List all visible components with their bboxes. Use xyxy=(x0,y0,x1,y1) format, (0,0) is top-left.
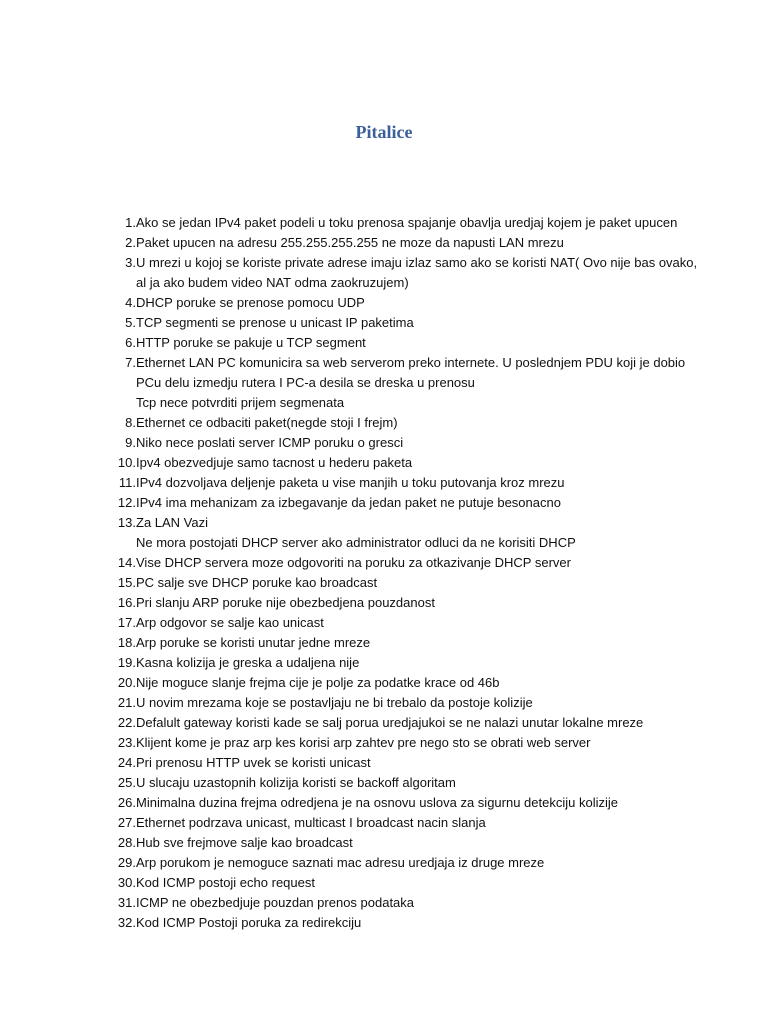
item-text xyxy=(136,213,700,233)
item-number xyxy=(100,253,136,293)
item-number-label: 24. xyxy=(117,755,136,770)
list-item xyxy=(100,853,700,873)
item-text xyxy=(136,413,700,433)
list-item xyxy=(100,473,700,493)
item-number xyxy=(100,833,136,853)
item-text xyxy=(136,613,700,633)
item-line: IPv4 dozvoljava deljenje paketa u vise manjih u toku putovanja kroz mrezu xyxy=(136,475,565,490)
item-number xyxy=(100,913,136,933)
item-number-label: 8. xyxy=(125,415,136,430)
item-text xyxy=(136,833,700,853)
item-number xyxy=(100,433,136,453)
list-item xyxy=(100,353,700,413)
list-item xyxy=(100,213,700,233)
item-line: Vise DHCP servera moze odgovoriti na poruku za otkazivanje DHCP server xyxy=(136,555,571,570)
item-number-label: 19. xyxy=(117,655,136,670)
item-text xyxy=(136,733,700,753)
item-line: Za LAN Vazi xyxy=(136,515,209,530)
item-line: TCP segmenti se prenose u unicast IP paketima xyxy=(136,315,414,330)
item-number xyxy=(100,773,136,793)
item-number xyxy=(100,733,136,753)
item-line: Kod ICMP postoji echo request xyxy=(136,875,315,890)
item-continuation-line: Tcp nece potvrditi prijem segmenata xyxy=(136,395,345,410)
list-item xyxy=(100,493,700,513)
item-line: Arp poruke se koristi unutar jedne mreze xyxy=(136,635,371,650)
item-line: Niko nece poslati server ICMP poruku o gresci xyxy=(136,435,404,450)
item-number xyxy=(100,713,136,733)
item-number-label: 6. xyxy=(125,335,136,350)
list-item xyxy=(100,693,700,713)
item-line: Kod ICMP Postoji poruka za redirekciju xyxy=(136,915,362,930)
item-line: Arp porukom je nemoguce saznati mac adresu uredjaja iz druge mreze xyxy=(136,855,545,870)
item-text xyxy=(136,293,700,313)
item-number-label: 25. xyxy=(117,775,136,790)
item-number xyxy=(100,573,136,593)
item-text xyxy=(136,433,700,453)
item-number-label: 14. xyxy=(117,555,136,570)
item-line: Kasna kolizija je greska a udaljena nije xyxy=(136,655,360,670)
list-item xyxy=(100,713,700,733)
item-number xyxy=(100,513,136,553)
item-number-label: 17. xyxy=(117,615,136,630)
item-line: Hub sve frejmove salje kao broadcast xyxy=(136,835,353,850)
item-number xyxy=(100,673,136,693)
item-text xyxy=(136,553,700,573)
item-number xyxy=(100,553,136,573)
item-line: U slucaju uzastopnih kolizija koristi se backoff algoritam xyxy=(136,775,456,790)
list-item xyxy=(100,893,700,913)
list-item xyxy=(100,553,700,573)
item-line: PC salje sve DHCP poruke kao broadcast xyxy=(136,575,378,590)
item-number xyxy=(100,613,136,633)
list-item xyxy=(100,753,700,773)
item-text xyxy=(136,253,700,293)
item-text xyxy=(136,913,700,933)
item-line: Nije moguce slanje frejma cije je polje za podatke krace od 46b xyxy=(136,675,500,690)
item-line: Ethernet podrzava unicast, multicast I broadcast nacin slanja xyxy=(136,815,486,830)
item-line: Pri prenosu HTTP uvek se koristi unicast xyxy=(136,755,371,770)
question-list xyxy=(100,213,700,933)
item-line: U novim mrezama koje se postavljaju ne bi trebalo da postoje kolizije xyxy=(136,695,533,710)
list-item xyxy=(100,813,700,833)
item-line: Klijent kome je praz arp kes korisi arp zahtev pre nego sto se obrati web server xyxy=(136,735,591,750)
item-text xyxy=(136,673,700,693)
item-text xyxy=(136,493,700,513)
item-line: HTTP poruke se pakuje u TCP segment xyxy=(136,335,366,350)
list-item xyxy=(100,313,700,333)
item-text xyxy=(136,653,700,673)
item-number-label: 30. xyxy=(117,875,136,890)
item-number-label: 7. xyxy=(125,355,136,370)
list-item xyxy=(100,653,700,673)
item-number xyxy=(100,493,136,513)
item-line: Ipv4 obezvedjuje samo tacnost u hederu paketa xyxy=(136,455,413,470)
list-item xyxy=(100,793,700,813)
item-number-label: 3. xyxy=(125,255,136,270)
item-line: Arp odgovor se salje kao unicast xyxy=(136,615,324,630)
item-continuation-line: al ja ako budem video NAT odma zaokruzujem) xyxy=(136,275,409,290)
item-text xyxy=(136,793,700,813)
item-number-label: 27. xyxy=(117,815,136,830)
item-number xyxy=(100,793,136,813)
item-number-label: 2. xyxy=(125,235,136,250)
item-line: DHCP poruke se prenose pomocu UDP xyxy=(136,295,365,310)
list-item xyxy=(100,673,700,693)
item-number-label: 10. xyxy=(117,455,136,470)
item-text xyxy=(136,693,700,713)
list-item xyxy=(100,773,700,793)
item-number-label: 15. xyxy=(117,575,136,590)
item-text xyxy=(136,313,700,333)
item-text xyxy=(136,593,700,613)
item-number xyxy=(100,633,136,653)
item-text xyxy=(136,333,700,353)
item-number xyxy=(100,293,136,313)
item-number-label: 23. xyxy=(117,735,136,750)
list-item xyxy=(100,913,700,933)
item-text xyxy=(136,753,700,773)
item-line: Paket upucen na adresu 255.255.255.255 ne moze da napusti LAN mrezu xyxy=(136,235,564,250)
item-number xyxy=(100,213,136,233)
item-number-label: 16. xyxy=(117,595,136,610)
list-item xyxy=(100,613,700,633)
item-text xyxy=(136,893,700,913)
list-item xyxy=(100,453,700,473)
item-number-label: 1. xyxy=(125,215,136,230)
item-number xyxy=(100,333,136,353)
page-title: Pitalice xyxy=(355,122,413,142)
list-item xyxy=(100,253,700,293)
item-number-label: 18. xyxy=(117,635,136,650)
item-number xyxy=(100,873,136,893)
item-number-label: 32. xyxy=(117,915,136,930)
item-number-label: 26. xyxy=(117,795,136,810)
item-line: Minimalna duzina frejma odredjena je na osnovu uslova za sigurnu detekciju kolizije xyxy=(136,795,618,810)
item-line: Pri slanju ARP poruke nije obezbedjena pouzdanost xyxy=(136,595,435,610)
item-text xyxy=(136,473,700,493)
item-number-label: 21. xyxy=(117,695,136,710)
item-number xyxy=(100,473,136,493)
item-text xyxy=(136,353,700,413)
list-item xyxy=(100,593,700,613)
item-number-label: 22. xyxy=(117,715,136,730)
item-number-label: 9. xyxy=(125,435,136,450)
item-number xyxy=(100,853,136,873)
item-text xyxy=(136,873,700,893)
item-number xyxy=(100,593,136,613)
item-continuation-line: PCu delu izmedju rutera I PC-a desila se dreska u prenosu xyxy=(136,375,475,390)
list-item xyxy=(100,833,700,853)
item-line: Ako se jedan IPv4 paket podeli u toku prenosa spajanje obavlja uredjaj kojem je paket upucen xyxy=(136,215,678,230)
item-continuation-line: Ne mora postojati DHCP server ako administrator odluci da ne korisiti DHCP xyxy=(136,535,576,550)
item-number xyxy=(100,653,136,673)
item-number-label: 20. xyxy=(117,675,136,690)
item-text xyxy=(136,853,700,873)
item-text xyxy=(136,233,700,253)
item-number xyxy=(100,353,136,413)
list-item xyxy=(100,733,700,753)
item-line: IPv4 ima mehanizam za izbegavanje da jedan paket ne putuje besonacno xyxy=(136,495,561,510)
item-number xyxy=(100,753,136,773)
item-number xyxy=(100,413,136,433)
item-number-label: 5. xyxy=(125,315,136,330)
item-number xyxy=(100,893,136,913)
item-text xyxy=(136,633,700,653)
item-line: Defalult gateway koristi kade se salj porua uredjajukoi se ne nalazi unutar lokalne mreze xyxy=(136,715,644,730)
item-line: Ethernet LAN PC komunicira sa web serverom preko internete. U poslednjem PDU koji je dobio xyxy=(136,355,686,370)
item-number-label: 29. xyxy=(117,855,136,870)
item-text xyxy=(136,813,700,833)
item-number xyxy=(100,233,136,253)
item-line: U mrezi u kojoj se koriste private adrese imaju izlaz samo ako se koristi NAT( Ovo nije bas ovako, xyxy=(136,255,698,270)
item-number xyxy=(100,313,136,333)
item-number-label: 12. xyxy=(117,495,136,510)
item-text xyxy=(136,453,700,473)
list-item xyxy=(100,433,700,453)
item-number xyxy=(100,693,136,713)
item-text xyxy=(136,713,700,733)
item-number-label: 31. xyxy=(117,895,136,910)
item-number-label: 4. xyxy=(125,295,136,310)
list-item xyxy=(100,333,700,353)
list-item xyxy=(100,233,700,253)
list-item xyxy=(100,633,700,653)
item-number-label: 28. xyxy=(117,835,136,850)
item-text xyxy=(136,773,700,793)
item-text xyxy=(136,513,700,553)
item-number xyxy=(100,813,136,833)
item-number-label: 11. xyxy=(118,475,136,490)
list-item xyxy=(100,573,700,593)
list-item xyxy=(100,413,700,433)
list-item xyxy=(100,293,700,313)
item-number xyxy=(100,453,136,473)
item-text xyxy=(136,573,700,593)
list-item xyxy=(100,513,700,553)
item-number-label: 13. xyxy=(117,515,136,530)
item-line: Ethernet ce odbaciti paket(negde stoji I frejm) xyxy=(136,415,398,430)
list-item xyxy=(100,873,700,893)
item-line: ICMP ne obezbedjuje pouzdan prenos podataka xyxy=(136,895,415,910)
